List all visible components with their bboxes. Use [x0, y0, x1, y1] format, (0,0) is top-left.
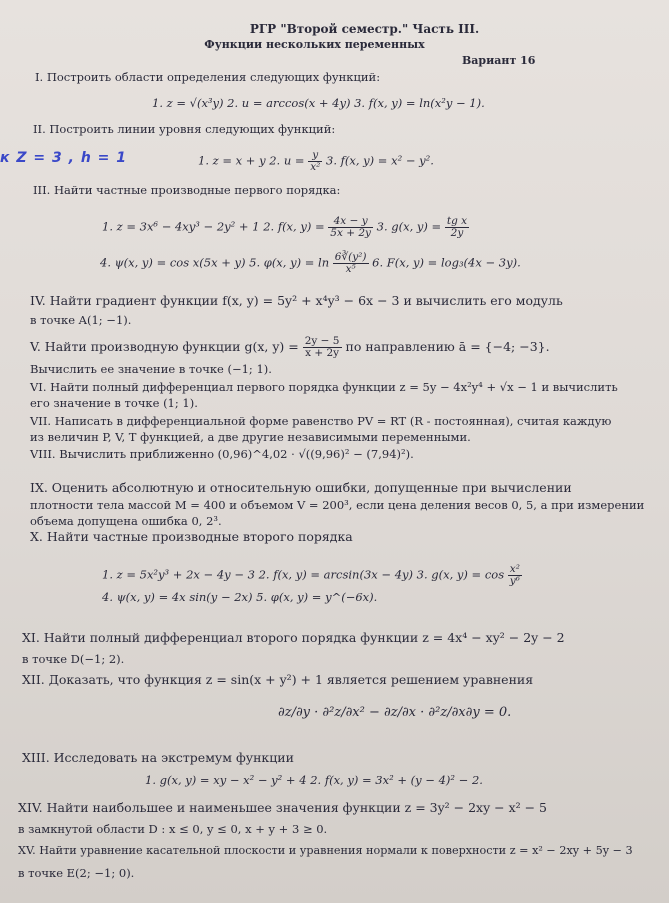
section-6-line-2: его значение в точке (1; 1). — [30, 396, 198, 410]
section-5-line-2: Вычислить ее значение в точке (−1; 1). — [30, 362, 272, 376]
section-2-items-a: 1. z = x + y 2. u = — [198, 153, 305, 168]
section-12-equation: ∂z/∂y · ∂²z/∂x² − ∂z/∂x · ∂²z/∂x∂y = 0. — [278, 705, 512, 720]
section-4-line-1: IV. Найти градиент функции f(x, y) = 5y² + x⁴y³ − 6x − 3 и вычислить его модуль — [30, 293, 563, 308]
section-2-title: II. Построить линии уровня следующих функций: — [33, 122, 336, 136]
handwritten-note: к Z = 3 , h = 1 — [0, 150, 127, 166]
section-2-items-b: 3. f(x, y) = x² − y². — [326, 153, 434, 168]
section-10-fraction: $\frac{\text{x²}}{\text{y⁶}}$ — [509, 563, 520, 587]
section-7-line-1: VII. Написать в дифференциальной форме равенство PV = RT (R - постоянная), считая каждую — [30, 414, 612, 428]
section-4-line-2: в точке A(1; −1). — [30, 313, 132, 327]
section-6-line-1: VI. Найти полный дифференциал первого порядка функции z = 5y − 4x²y⁴ + √x − 1 и вычислить — [30, 380, 618, 394]
section-3-title: III. Найти частные производные первого порядка: — [33, 183, 341, 197]
section-5-line-1-b: по направлению ā = {−4; −3}. — [345, 339, 550, 354]
section-3-fraction-3: $\frac{\text{6∛(y²)}}{\text{x⁵}}$ — [334, 251, 367, 275]
section-9-line-2: плотности тела массой M = 400 и объемом V = 200³, если цена деления весов 0, 5, а при измерении — [30, 498, 645, 512]
section-14-line-2: в замкнутой области D : x ≤ 0, y ≤ 0, x + y + 3 ≥ 0. — [18, 822, 328, 836]
section-10-row-1 — [102, 564, 522, 587]
section-1-title: I. Построить области определения следующих функций: — [35, 70, 381, 84]
section-11-line-1: XI. Найти полный дифференциал второго порядка функции z = 4x⁴ − xy² − 2y − 2 — [22, 630, 565, 645]
section-5-fraction: $\frac{2y - 5}{x + 2y}$ — [304, 335, 340, 359]
section-2-items — [198, 150, 434, 173]
section-3-row-2-a: 4. ψ(x, y) = cos x(5x + y) 5. φ(x, y) = ln — [100, 255, 330, 270]
section-13-items: 1. g(x, y) = xy − x² − y² + 4 2. f(x, y) = 3x² + (y − 4)² − 2. — [145, 773, 483, 787]
section-15-line-2: в точке E(2; −1; 0). — [18, 866, 135, 880]
section-2-fraction: $\frac{y}{\text{x²}}$ — [310, 149, 321, 173]
section-14-line-1: XIV. Найти наибольшее и наименьшее значения функции z = 3y² − 2xy − x² − 5 — [18, 800, 548, 815]
section-13-title: XIII. Исследовать на экстремум функции — [22, 750, 294, 765]
section-11-line-2: в точке D(−1; 2). — [22, 652, 125, 666]
section-5-line-1 — [30, 336, 550, 359]
document-subtitle: Функции нескольких переменных — [204, 38, 425, 51]
section-1-items: 1. z = √(x³y) 2. u = arccos(x + 4y) 3. f(x, y) = ln(x²y − 1). — [152, 96, 485, 110]
section-10-row-2: 4. ψ(x, y) = 4x sin(y − 2x) 5. φ(x, y) = y^(−6x). — [102, 590, 378, 604]
section-3-fraction-1: $\frac{4x - y}{5x + 2y}$ — [330, 215, 371, 239]
section-10-row-1-a: 1. z = 5x²y³ + 2x − 4y − 3 2. f(x, y) = arcsin(3x − 4y) 3. g(x, y) = cos — [102, 567, 505, 582]
section-8-line-1: VIII. Вычислить приближенно (0,96)^4,02 · √((9,96)² − (7,94)²). — [30, 447, 414, 461]
section-3-fraction-2: $\frac{\text{tg x}}{2y}$ — [446, 215, 468, 239]
section-7-line-2: из величин P, V, T функцией, а две другие независимыми переменными. — [30, 430, 471, 444]
section-10-title: X. Найти частные производные второго порядка — [30, 529, 353, 544]
section-12-line-1: XII. Доказать, что функция z = sin(x + y²) + 1 является решением уравнения — [22, 672, 534, 687]
document-title: РГР "Второй семестр." Часть III. — [249, 22, 480, 36]
section-3-row-1 — [102, 216, 469, 239]
section-15-line-1: XV. Найти уравнение касательной плоскости и уравнения нормали к поверхности z = x² − 2xy + 5y − 3 — [18, 844, 633, 857]
section-3-row-1-a: 1. z = 3x⁶ − 4xy³ − 2y² + 1 2. f(x, y) = — [102, 219, 325, 234]
section-5-line-1-a: V. Найти производную функции g(x, y) = — [30, 339, 299, 354]
variant-label: Вариант 16 — [462, 54, 536, 67]
section-3-row-2-b: 6. F(x, y) = log₃(4x − 3y). — [372, 255, 521, 270]
section-9-line-1: IX. Оценить абсолютную и относительную ошибки, допущенные при вычислении — [30, 480, 572, 495]
section-9-line-3: объема допущена ошибка 0, 2³. — [30, 514, 222, 528]
section-3-row-2 — [100, 252, 521, 275]
section-3-row-1-b: 3. g(x, y) = — [376, 219, 442, 234]
